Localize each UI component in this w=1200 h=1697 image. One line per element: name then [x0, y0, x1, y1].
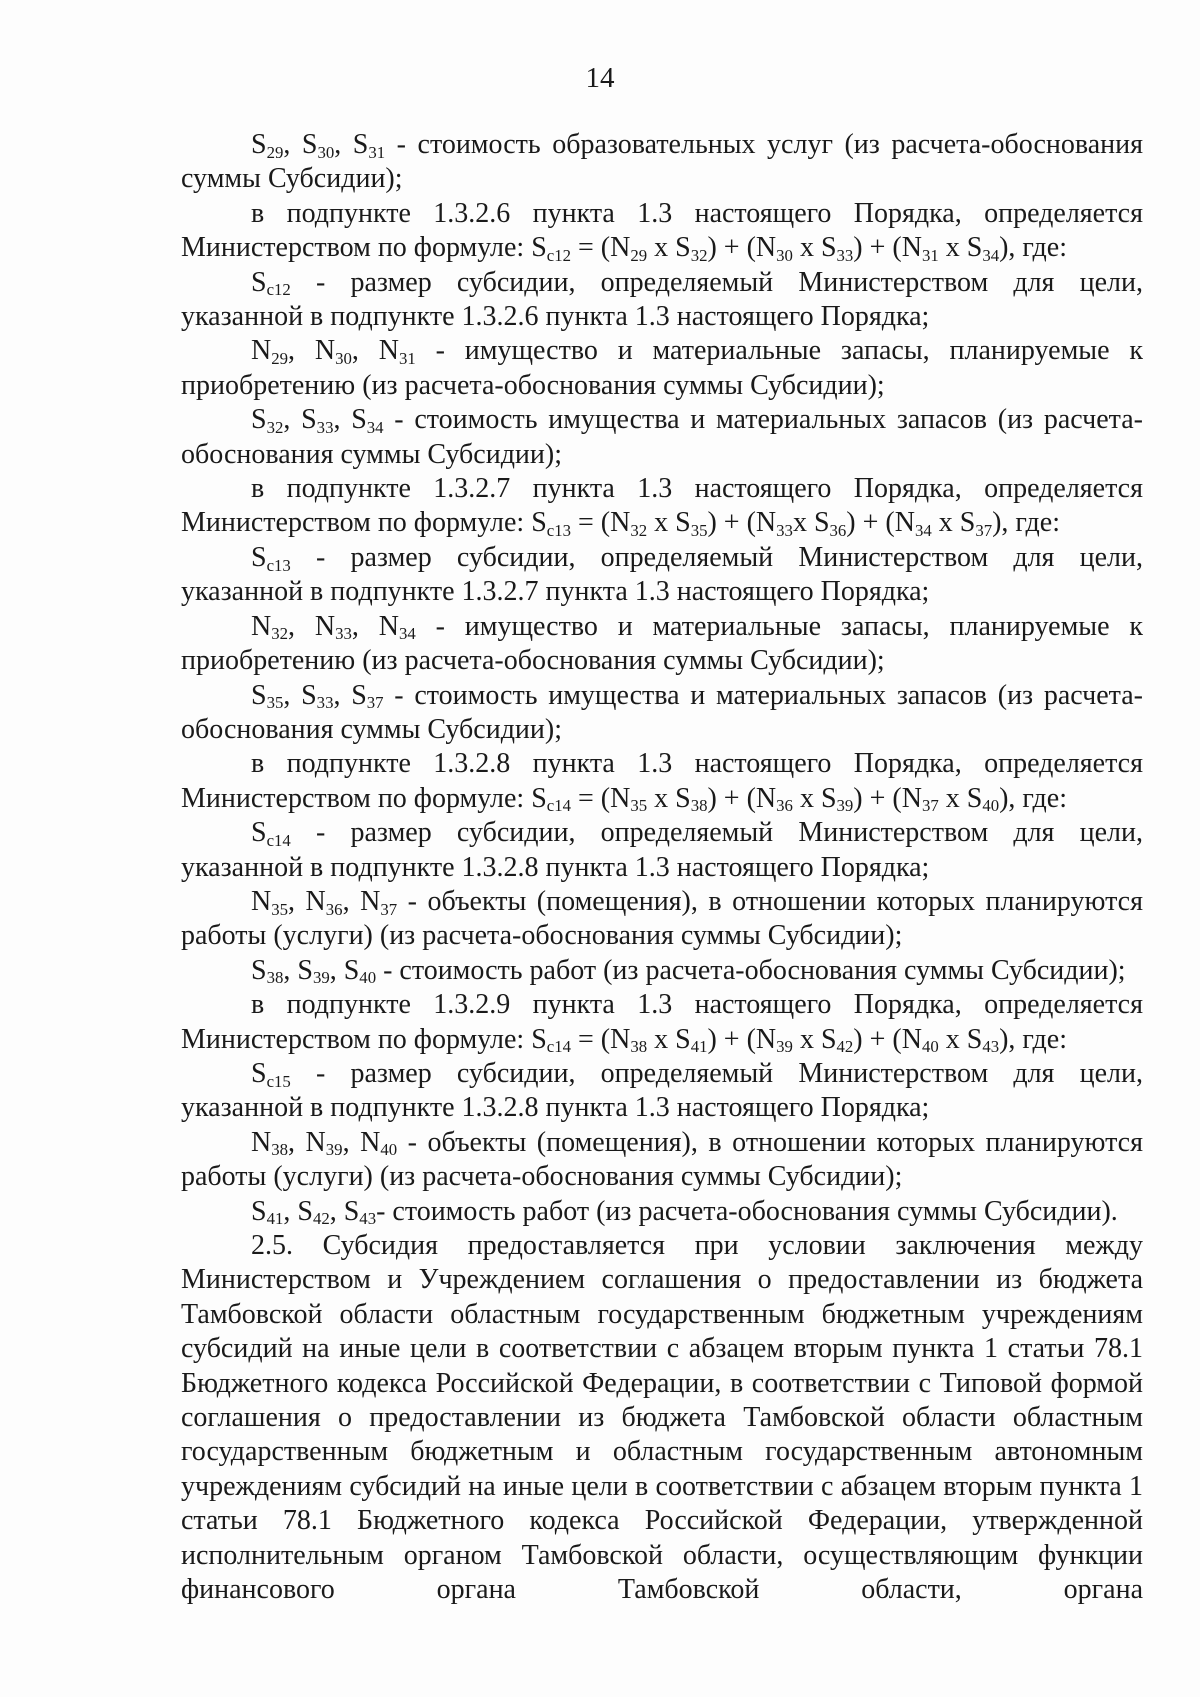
subscript-index: 43	[359, 1209, 377, 1229]
text-run: ) + (N	[853, 1023, 922, 1055]
subscript-index: c14	[546, 796, 571, 816]
text-run: x S	[938, 1023, 983, 1055]
subscript-index: c15	[266, 1071, 291, 1091]
subscript-index: c13	[546, 521, 571, 541]
subscript-index: 29	[266, 142, 284, 162]
text-run: , S	[333, 679, 367, 711]
text-run: - размер субсидии, определяемый Министерством для цели, указанной в подпункте 1.3.2.7 пункта 1.3 настоящего Порядка;	[181, 541, 1143, 608]
subscript-index: 34	[914, 521, 932, 541]
text-run: = (N	[571, 507, 631, 539]
text-run: - имущество и материальные запасы, планируемые к приобретению (из расчета-обоснования суммы Субсидии);	[181, 610, 1143, 677]
text-run: ) + (N	[707, 232, 777, 264]
paragraph	[181, 988, 1143, 1057]
text-run: S	[251, 404, 267, 436]
subscript-index: 42	[312, 1209, 330, 1229]
subscript-index: 36	[776, 796, 793, 816]
subscript-index: 40	[921, 1037, 939, 1057]
text-run: = (N	[571, 232, 631, 264]
text-run: S	[251, 817, 267, 849]
subscript-index: 39	[776, 1037, 793, 1057]
text-run: ) + (N	[853, 782, 922, 814]
text-run: , S	[333, 404, 367, 436]
text-run: 2.5. Субсидия предоставляется при условии заключения между Министерством и Учреждением соглашения о предоставлении из бюджета Тамбовской области областным государственным бюджетным учреждениям субсидий на иные цели в соответствии с абзацем вторым пункта 1 статьи 78.1 Бюджетного кодекса Российской Федерации, в соответствии с Типовой формой соглашения о предоставлении из бюджета Тамбовской области областным государственным бюджетным и областным государственным автономным учреждениям субсидий на иные цели в соответствии с абзацем вторым пункта 1 статьи 78.1 Бюджетного кодекса Российской Федерации, утвержденной исполнительным органом Тамбовской области, осуществляющим функции финансового органа Тамбовской области, органа	[181, 1230, 1143, 1606]
text-run: , N	[351, 610, 399, 642]
subscript-index: 42	[836, 1037, 854, 1057]
subscript-index: 35	[266, 693, 284, 713]
paragraph	[181, 1057, 1143, 1126]
text-run: ), где:	[992, 507, 1060, 539]
text-run: , N	[288, 885, 326, 917]
text-run: - стоимость работ (из расчета-обоснования суммы Субсидии).	[376, 1195, 1118, 1227]
text-run: S	[251, 129, 267, 160]
text-run: , N	[288, 335, 336, 367]
subscript-index: c13	[266, 555, 291, 575]
text-run: N	[251, 1126, 272, 1158]
subscript-index: 37	[975, 521, 993, 541]
subscript-index: 30	[776, 245, 793, 265]
page-number: 14	[585, 62, 615, 94]
text-run: , N	[351, 335, 399, 367]
text-run: - стоимость образовательных услуг (из расчета-обоснования суммы Субсидии);	[181, 129, 1143, 195]
paragraph	[181, 1126, 1143, 1195]
subscript-index: 33	[316, 693, 334, 713]
text-run: = (N	[571, 1023, 631, 1055]
text-run: ) + (N	[846, 507, 915, 539]
text-run: , S	[283, 129, 318, 160]
subscript-index: 41	[266, 1209, 284, 1229]
subscript-index: 29	[630, 245, 648, 265]
text-run: , S	[283, 1195, 313, 1227]
text-run: , S	[283, 404, 317, 436]
text-run: x S	[647, 782, 691, 814]
text-run: x S	[938, 232, 983, 264]
subscript-index: c12	[546, 245, 571, 265]
text-run: N	[251, 610, 272, 642]
text-run: ) + (N	[707, 507, 777, 539]
paragraph	[181, 679, 1143, 748]
paragraph	[181, 197, 1143, 266]
paragraph	[181, 541, 1143, 610]
text-run: - объекты (помещения), в отношении которых планируются работы (услуги) (из расчета-обоснования суммы Субсидии);	[181, 885, 1143, 952]
subscript-index: 41	[690, 1037, 708, 1057]
text-run: x S	[792, 782, 837, 814]
subscript-index: 38	[266, 968, 284, 988]
subscript-index: 35	[630, 796, 648, 816]
paragraph	[181, 266, 1143, 335]
text-run: x S	[647, 232, 691, 264]
subscript-index: 38	[630, 1037, 648, 1057]
subscript-index: 31	[398, 349, 416, 369]
text-run: ), где:	[999, 782, 1067, 814]
subscript-index: 39	[836, 796, 854, 816]
text-run: в подпункте 1.3.2.6 пункта 1.3 настоящего Порядка, определяется Министерством по формуле: S	[181, 197, 1143, 264]
subscript-index: 36	[829, 521, 847, 541]
subscript-index: 39	[325, 1140, 343, 1160]
text-run: - стоимость имущества и материальных запасов (из расчета-обоснования суммы Субсидии);	[181, 404, 1143, 470]
subscript-index: 40	[380, 1140, 398, 1160]
text-run: x S	[792, 232, 837, 264]
subscript-index: 29	[271, 349, 289, 369]
document-body	[181, 128, 1143, 1642]
text-run: - объекты (помещения), в отношении которых планируются работы (услуги) (из расчета-обоснования суммы Субсидии);	[181, 1126, 1143, 1193]
text-run: S	[251, 1195, 267, 1227]
text-run: N	[251, 885, 272, 917]
subscript-index: 31	[368, 142, 386, 162]
text-run: - имущество и материальные запасы, планируемые к приобретению (из расчета-обоснования суммы Субсидии);	[181, 335, 1143, 401]
text-run: в подпункте 1.3.2.7 пункта 1.3 настоящего Порядка, определяется Министерством по формуле: S	[181, 473, 1143, 539]
subscript-index: 35	[690, 521, 708, 541]
subscript-index: 35	[271, 899, 289, 919]
text-run: , S	[329, 954, 360, 986]
text-run: ), где:	[999, 1023, 1067, 1055]
subscript-index: c14	[546, 1037, 571, 1057]
subscript-index: 43	[982, 1037, 1000, 1057]
text-run: , S	[329, 1195, 360, 1227]
text-run: x S	[792, 507, 830, 539]
subscript-index: 32	[266, 417, 284, 437]
subscript-index: 39	[312, 968, 330, 988]
paragraph	[181, 1195, 1143, 1229]
subscript-index: 32	[271, 624, 289, 644]
text-run: S	[251, 954, 267, 986]
paragraph	[181, 610, 1143, 679]
text-run: , N	[342, 885, 381, 917]
text-run: , S	[283, 954, 313, 986]
text-run: x S	[931, 507, 976, 539]
subscript-index: 33	[316, 417, 334, 437]
text-run: в подпункте 1.3.2.9 пункта 1.3 настоящего Порядка, определяется Министерством по формуле: S	[181, 989, 1143, 1055]
subscript-index: 33	[335, 624, 352, 644]
text-run: ) + (N	[853, 232, 922, 264]
subscript-index: 33	[776, 521, 793, 541]
text-run: = (N	[571, 782, 631, 814]
paragraph	[181, 747, 1143, 816]
text-run: в подпункте 1.3.2.8 пункта 1.3 настоящего Порядка, определяется Министерством по формуле: S	[181, 748, 1143, 814]
subscript-index: 38	[690, 796, 708, 816]
text-run: N	[251, 335, 272, 367]
paragraph	[181, 334, 1143, 403]
subscript-index: c12	[266, 280, 291, 300]
text-run: S	[251, 266, 267, 298]
paragraph	[181, 1229, 1143, 1642]
subscript-index: 40	[359, 968, 377, 988]
subscript-index: 37	[380, 899, 398, 919]
subscript-index: 33	[836, 245, 854, 265]
text-run: - стоимость работ (из расчета-обоснования суммы Субсидии);	[376, 954, 1126, 986]
subscript-index: 30	[317, 142, 335, 162]
subscript-index: 34	[366, 417, 384, 437]
text-run: , N	[342, 1126, 381, 1158]
text-run: x S	[647, 507, 691, 539]
text-run: ) + (N	[707, 782, 777, 814]
text-run: , N	[288, 1126, 326, 1158]
subscript-index: c14	[266, 830, 291, 850]
paragraph	[181, 128, 1143, 197]
subscript-index: 40	[982, 796, 1000, 816]
subscript-index: 34	[398, 624, 416, 644]
text-run: S	[251, 541, 267, 573]
text-run: , N	[288, 610, 336, 642]
subscript-index: 36	[325, 899, 343, 919]
paragraph	[181, 816, 1143, 885]
text-run: x S	[647, 1023, 691, 1055]
text-run: - размер субсидии, определяемый Министерством для цели, указанной в подпункте 1.3.2.8 пункта 1.3 настоящего Порядка;	[181, 817, 1143, 883]
paragraph	[181, 472, 1143, 541]
subscript-index: 32	[630, 521, 648, 541]
text-run: , S	[283, 679, 317, 711]
text-run: x S	[792, 1023, 837, 1055]
text-run: , S	[334, 129, 369, 160]
subscript-index: 30	[335, 349, 352, 369]
text-run: ), где:	[999, 232, 1067, 264]
subscript-index: 31	[921, 245, 939, 265]
subscript-index: 34	[982, 245, 1000, 265]
text-run: - стоимость имущества и материальных запасов (из расчета-обоснования суммы Субсидии);	[181, 679, 1143, 745]
text-run: - размер субсидии, определяемый Министерством для цели, указанной в подпункте 1.3.2.8 пункта 1.3 настоящего Порядка;	[181, 1057, 1143, 1124]
text-run: x S	[938, 782, 983, 814]
subscript-index: 37	[366, 693, 384, 713]
paragraph	[181, 403, 1143, 472]
text-run: S	[251, 679, 267, 711]
paragraph	[181, 885, 1143, 954]
subscript-index: 32	[690, 245, 708, 265]
text-run: ) + (N	[707, 1023, 777, 1055]
subscript-index: 37	[921, 796, 939, 816]
text-run: - размер субсидии, определяемый Министерством для цели, указанной в подпункте 1.3.2.6 пункта 1.3 настоящего Порядка;	[181, 266, 1143, 333]
text-run: S	[251, 1057, 267, 1089]
paragraph	[181, 954, 1143, 988]
subscript-index: 38	[271, 1140, 289, 1160]
